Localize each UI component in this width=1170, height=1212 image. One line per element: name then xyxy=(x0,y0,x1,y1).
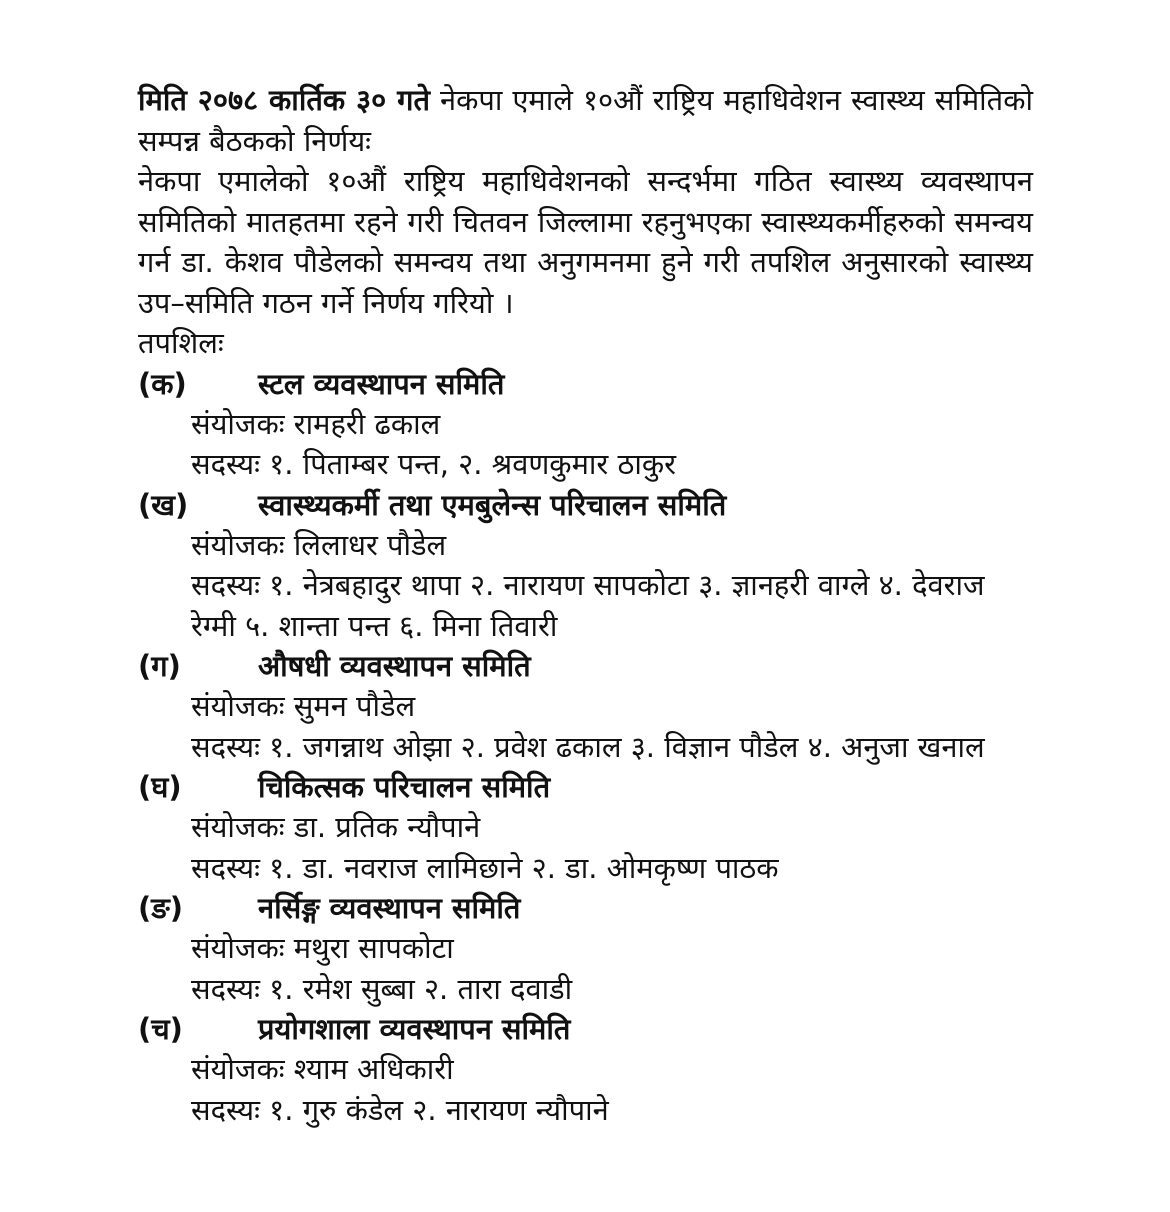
committee-heading xyxy=(138,767,1033,807)
committee-members: सदस्यः १. रमेश सुब्बा २. तारा दवाडी xyxy=(191,971,573,1006)
committee-members: सदस्यः १. नेत्रबहादुर थापा २. नारायण सापकोटा ३. ज्ञानहरी वाग्ले ४. देवराज रेग्मी ५. शान्ता पन्त ६. मिना तिवारी xyxy=(191,568,985,643)
committee-heading xyxy=(138,646,1033,686)
committee-coordinator: संयोजकः रामहरी ढकाल xyxy=(191,406,441,441)
committee-section xyxy=(138,364,1033,485)
committee-coordinator: संयोजकः सुमन पौडेल xyxy=(191,689,416,723)
committee-name: चिकित्सक परिचालन समिति xyxy=(258,770,551,804)
decision-paragraph: नेकपा एमालेको १०औं राष्ट्रिय महाधिवेशनको सन्दर्भमा गठित स्वास्थ्य व्यवस्थापन समितिको मातहतमा रहने गरी चितवन जिल्लामा रहनुभएका स्वास्थ्यकर्मीहरुको समन्वय गर्न डा. केशव पौडेलको समन्वय तथा अनुगमनमा हुने गरी तपशिल अनुसारको स्वास्थ्य उप–समिति गठन गर्ने निर्णय गरियो । xyxy=(138,164,1033,320)
meeting-title: नेकपा एमाले १०औं राष्ट्रिय महाधिवेशन स्वास्थ्य समितिको सम्पन्न बैठकको निर्णयः xyxy=(138,83,1033,158)
committee-letter: (घ) xyxy=(138,770,182,804)
committee-letter: (ग) xyxy=(138,649,181,683)
committee-heading xyxy=(138,1009,1033,1049)
committee-heading xyxy=(138,888,1033,928)
committee-letter: (च) xyxy=(138,1012,183,1046)
meeting-date: मिति २०७८ कार्तिक ३० गते xyxy=(138,83,430,117)
committee-section xyxy=(138,767,1033,888)
committee-section xyxy=(138,888,1033,1009)
committee-name: स्टल व्यवस्थापन समिति xyxy=(258,366,505,401)
committee-section xyxy=(138,646,1033,767)
intro-title xyxy=(138,80,1033,161)
committee-letter: (ङ) xyxy=(138,891,183,925)
committee-heading xyxy=(138,364,1033,404)
committee-section xyxy=(138,485,1033,647)
committee-name: स्वास्थ्यकर्मी तथा एमबुलेन्स परिचालन समिति xyxy=(258,487,727,522)
committee-letter: (क) xyxy=(138,366,187,401)
committee-name: प्रयोगशाला व्यवस्थापन समिति xyxy=(258,1012,571,1046)
committee-coordinator: संयोजकः मथुरा सापकोटा xyxy=(191,931,454,965)
committee-coordinator: संयोजकः डा. प्रतिक न्यौपाने xyxy=(191,810,481,844)
committee-members: सदस्यः १. जगन्नाथ ओझा २. प्रवेश ढकाल ३. विज्ञान पौडेल ४. अनुजा खनाल xyxy=(191,729,985,764)
committee-members: सदस्यः १. पिताम्बर पन्त, २. श्रवणकुमार ठाकुर xyxy=(191,447,676,481)
committee-coordinator: संयोजकः श्याम अधिकारी xyxy=(191,1052,454,1086)
committee-members: सदस्यः १. गुरु कंडेल २. नारायण न्यौपाने xyxy=(191,1092,609,1127)
committee-members: सदस्यः १. डा. नवराज लामिछाने २. डा. ओमकृष्ण पाठक xyxy=(191,850,779,885)
committee-coordinator: संयोजकः लिलाधर पौडेल xyxy=(191,527,447,562)
committee-name: नर्सिङ्ग व्यवस्थापन समिति xyxy=(258,891,521,925)
committee-section xyxy=(138,1009,1033,1130)
committee-letter: (ख) xyxy=(138,487,189,522)
committee-name: औषधी व्यवस्थापन समिति xyxy=(258,649,531,683)
committee-heading xyxy=(138,485,1033,525)
document-body xyxy=(138,80,1033,1130)
tapashil-label: तपशिलः xyxy=(138,326,224,360)
